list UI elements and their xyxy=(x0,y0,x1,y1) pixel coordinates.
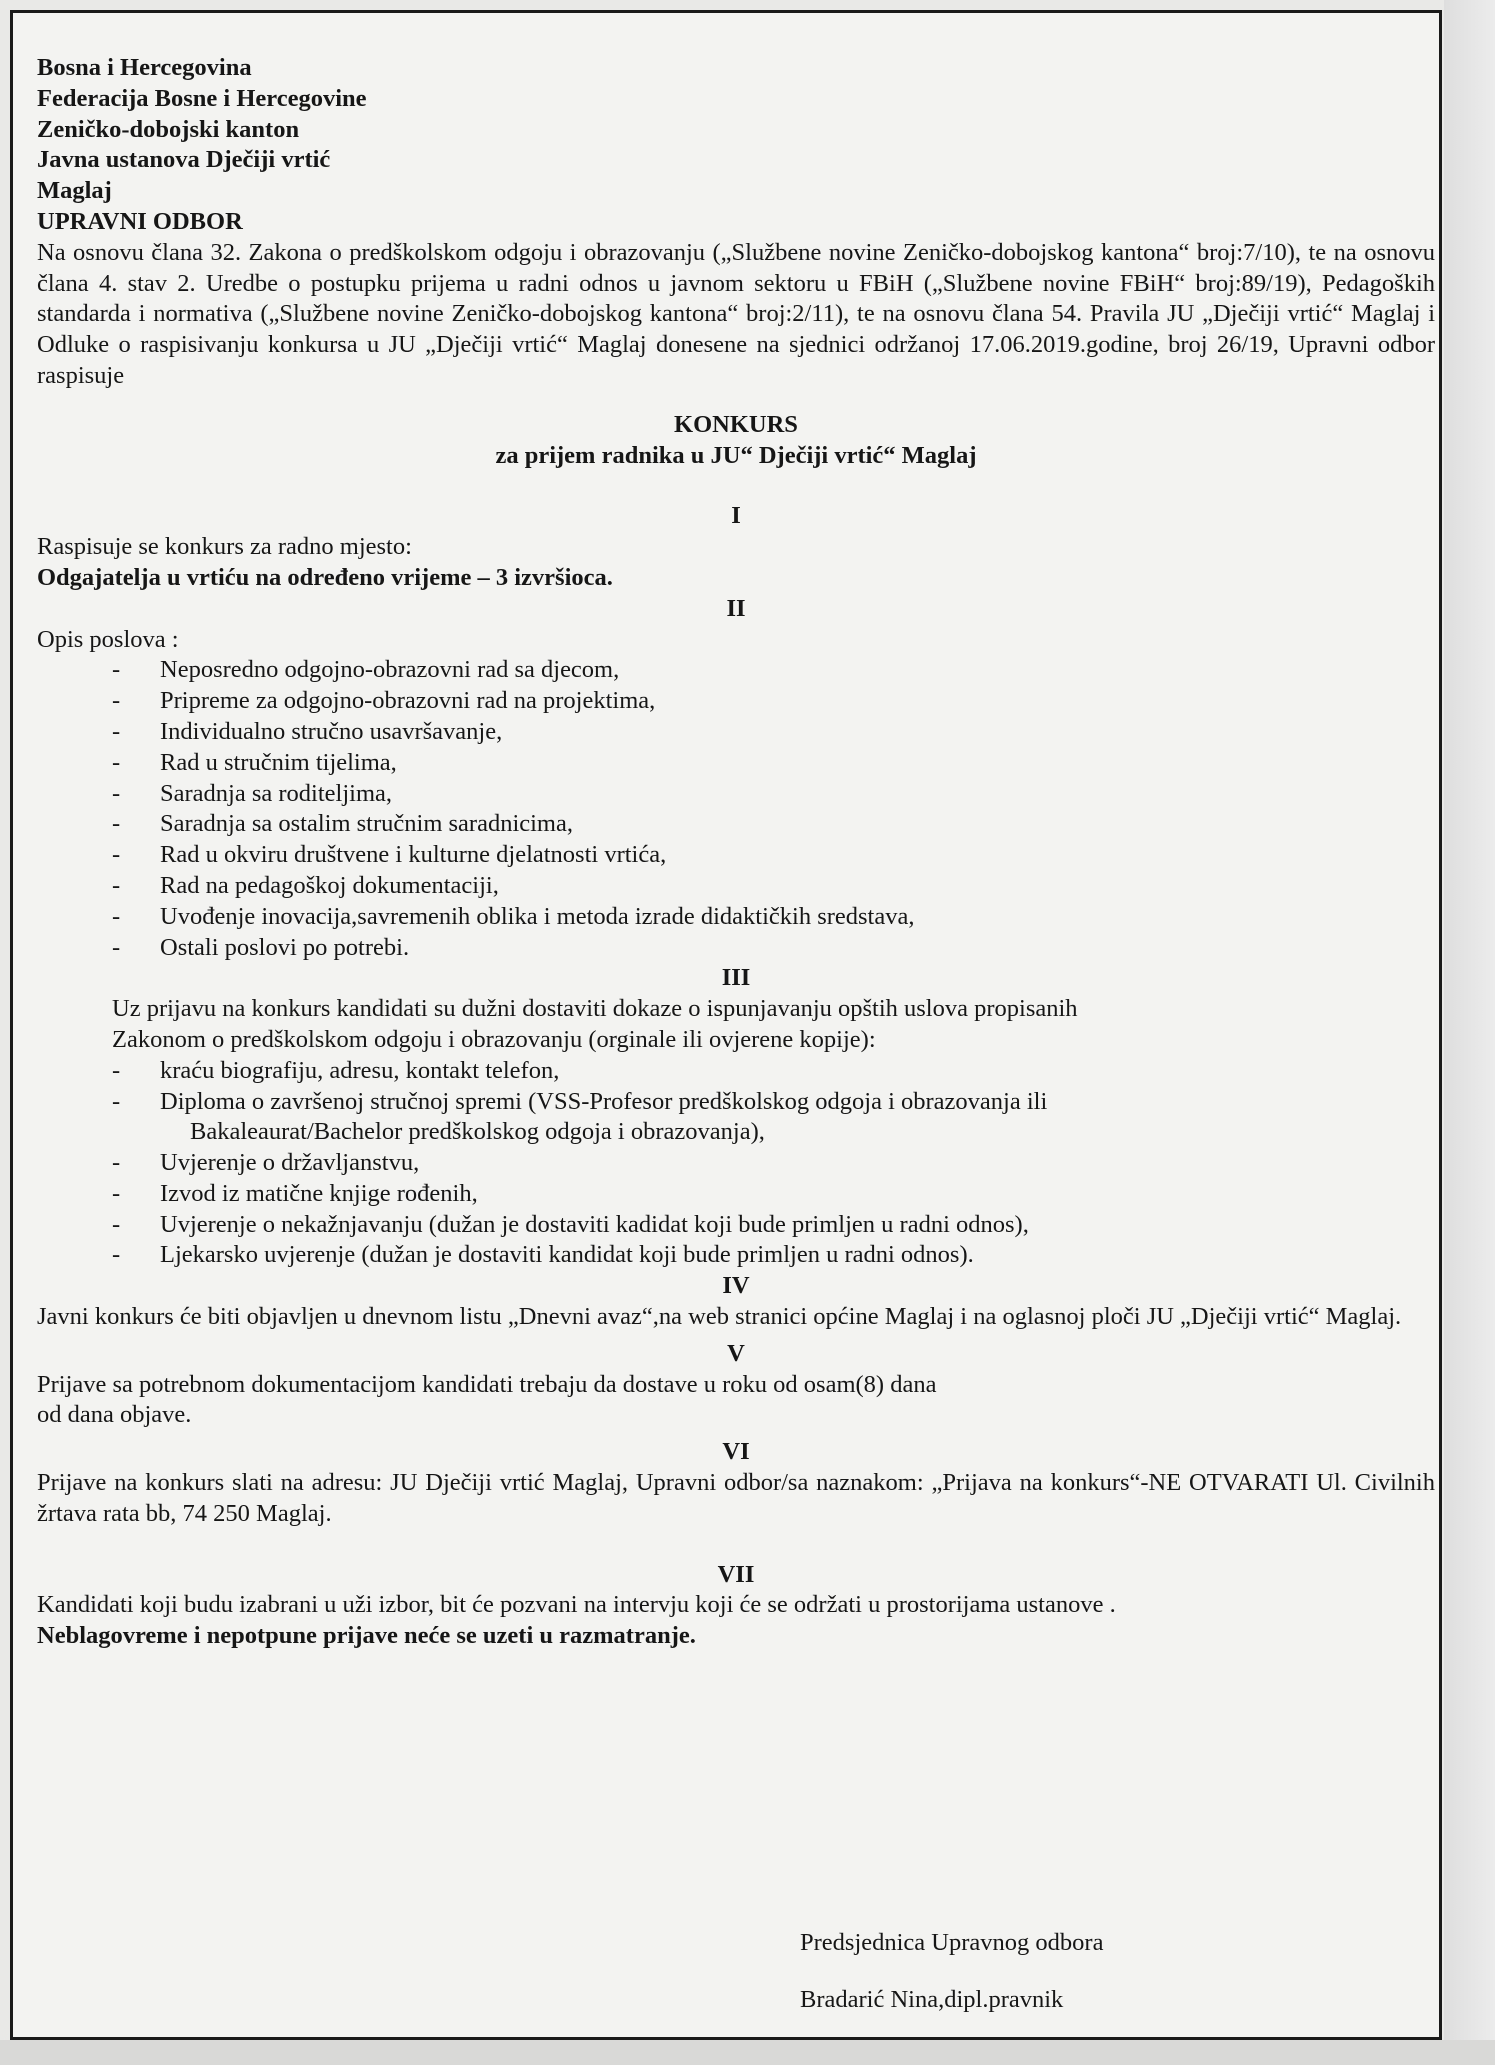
section-1-text: Raspisuje se konkurs za radno mjesto: xyxy=(37,533,412,561)
list-item: - Rad u okviru društvene i kulturne djelatnosti vrtića, xyxy=(37,840,1435,871)
notice-frame xyxy=(10,10,1442,2040)
header-canton: Zeničko-dobojski kanton xyxy=(37,115,300,143)
list-item: - Izvod iz matične knjige rođenih, xyxy=(37,1179,1435,1210)
list-item-line1: Diploma o završenoj stručnoj spremi (VSS-Profesor predškolskog odgoja i obrazovanja ili xyxy=(160,1087,1048,1115)
list-item: - Pripreme za odgojno-obrazovni rad na projektima, xyxy=(37,686,1435,717)
section-5-text-line2: od dana objave. xyxy=(37,1401,192,1429)
section-5-text-line1: Prijave sa potrebnom dokumentacijom kandidati trebaju da dostave u roku od osam(8) dana xyxy=(37,1370,937,1398)
section-3-number: III xyxy=(721,964,751,992)
section-7-number: VII xyxy=(717,1560,755,1588)
notice-body xyxy=(37,53,1435,1652)
section-3-text-line1: Uz prijavu na konkurs kandidati su dužni dostaviti dokaze o ispunjavanju opštih uslova propisanih xyxy=(112,995,1078,1023)
list-item: - Neposredno odgojno-obrazovni rad sa djecom, xyxy=(37,655,1435,686)
documents-list xyxy=(37,1056,1435,1272)
section-5-number: V xyxy=(727,1339,745,1367)
notice-title: KONKURS xyxy=(674,410,798,438)
header-board: UPRAVNI ODBOR xyxy=(37,207,243,235)
signature-title: Predsjednica Upravnog odbora xyxy=(800,1929,1104,1956)
section-6-text: Prijave na konkurs slati na adresu: JU Dječiji vrtić Maglaj, Upravni odbor/sa naznakom: „Prijava na konkurs“-NE OTVARATI Ul. Civilnih žrtava rata bb, 74 250 Maglaj. xyxy=(37,1469,1435,1527)
list-item xyxy=(37,1087,1435,1149)
header-country: Bosna i Hercegovina xyxy=(37,54,252,81)
list-item: - Ostali poslovi po potrebi. xyxy=(37,933,1435,964)
section-4-number: IV xyxy=(722,1272,750,1300)
list-item: - Saradnja sa ostalim stručnim saradnicima, xyxy=(37,809,1435,840)
list-item: - Uvođenje inovacija,savremenih oblika i metoda izrade didaktičkih sredstava, xyxy=(37,902,1435,933)
signature-name: Bradarić Nina,dipl.pravnik xyxy=(800,1986,1064,2013)
list-item: - Rad u stručnim tijelima, xyxy=(37,748,1435,779)
section-7-text: Kandidati koji budu izabrani u uži izbor, bit će pozvani na intervju koji će se održati u prostorijama ustanove . xyxy=(37,1591,1116,1619)
list-item: - kraću biografiju, adresu, kontakt telefon, xyxy=(37,1056,1435,1087)
section-6-number: VI xyxy=(722,1438,750,1466)
page-bottom-margin xyxy=(0,2040,1495,2065)
list-item: - Uvjerenje o nekažnjavanju (dužan je dostaviti kadidat koji bude primljen u radni odnos), xyxy=(37,1210,1435,1241)
header-institution: Javna ustanova Dječiji vrtić xyxy=(37,146,331,174)
section-1-position: Odgajatelja u vrtiću na određeno vrijeme – 3 izvršioca. xyxy=(37,563,613,591)
section-1-number: I xyxy=(731,502,741,530)
list-item: - Uvjerenje o državljanstvu, xyxy=(37,1148,1435,1179)
intro-paragraph: Na osnovu člana 32. Zakona o predškolskom odgoju i obrazovanju („Službene novine Zeničko-dobojskog kantona“ broj:7/10), te na osnovu člana 4. stav 2. Uredbe o postupku prijema u radni odnos u javnom sektoru u FBiH („Službene novine FBiH“ broj:89/19), Pedagoških standarda i normativa („Službene novine Zeničko-dobojskog kantona“ broj:2/11), te na osnovu člana 54. Pravila JU „Dječiji vrtić“ Maglaj i Odluke o raspisivanju konkursa u JU „Dječiji vrtić“ Maglaj donesene na sjednici održanoj 17.06.2019.godine, broj 26/19, Upravni odbor raspisuje xyxy=(37,238,1435,389)
list-item: - Saradnja sa roditeljima, xyxy=(37,779,1435,810)
section-2-number: II xyxy=(726,594,746,622)
list-item: - Individualno stručno usavršavanje, xyxy=(37,717,1435,748)
section-2-label: Opis poslova : xyxy=(37,625,179,653)
notice-subtitle: za prijem radnika u JU“ Dječiji vrtić“ Maglaj xyxy=(495,441,977,469)
institution-header xyxy=(37,53,1435,238)
list-item: - Ljekarsko uvjerenje (dužan je dostaviti kandidat koji bude primljen u radni odnos). xyxy=(37,1240,1435,1271)
section-3-text-line2: Zakonom o predškolskom odgoju i obrazovanju (orginale ili ovjerene kopije): xyxy=(112,1025,876,1053)
list-item-line2: Bakaleaurat/Bachelor predškolskog odgoja i obrazovanja), xyxy=(190,1118,765,1146)
list-item: - Rad na pedagoškoj dokumentaciji, xyxy=(37,871,1435,902)
header-city: Maglaj xyxy=(37,177,112,205)
header-federation: Federacija Bosne i Hercegovine xyxy=(37,84,367,112)
duties-list xyxy=(37,655,1435,963)
section-4-text: Javni konkurs će biti objavljen u dnevnom listu „Dnevni avaz“,na web stranici općine Maglaj i na oglasnoj ploči JU „Dječiji vrtić“ Maglaj. xyxy=(37,1303,1402,1331)
section-7-warning: Neblagovreme i nepotpune prijave neće se uzeti u razmatranje. xyxy=(37,1622,696,1650)
adjacent-page-edge xyxy=(1444,0,1495,2065)
